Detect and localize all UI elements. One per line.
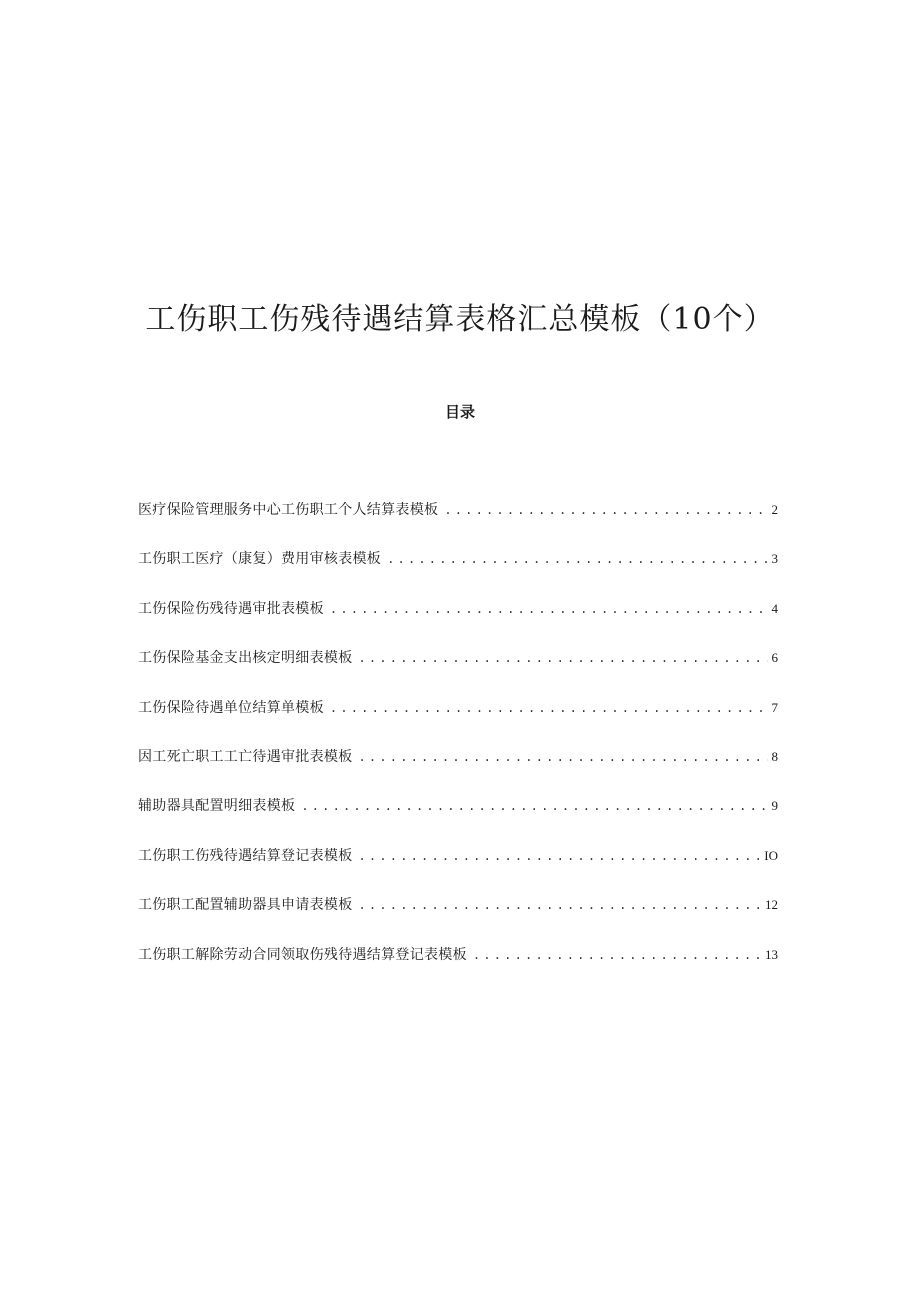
toc-entry[interactable] xyxy=(138,498,778,547)
toc-entry[interactable] xyxy=(138,794,778,843)
toc-entry-page: 7 xyxy=(771,699,778,715)
toc-dot-leader xyxy=(359,844,761,868)
toc-entry-page: 3 xyxy=(771,551,778,567)
toc-entry-page: 9 xyxy=(771,798,778,814)
toc-entry-title: 工伤职工伤残待遇结算登记表模板 xyxy=(138,847,353,864)
toc-dot-leader xyxy=(330,696,768,720)
toc-entry-title: 工伤保险基金支出核定明细表模板 xyxy=(138,650,353,667)
toc-entry-title: 因工死亡职工工亡待遇审批表模板 xyxy=(138,748,353,765)
toc-entry-title: 工伤保险待遇单位结算单模板 xyxy=(138,699,324,716)
toc-dot-leader xyxy=(359,893,762,917)
toc-entry[interactable] xyxy=(138,844,778,893)
toc-heading: 目录 xyxy=(444,403,475,421)
toc-entry-page: 4 xyxy=(771,600,778,616)
toc-entry-page: IO xyxy=(764,847,778,863)
toc-dot-leader xyxy=(330,597,768,621)
toc-entry-page: 8 xyxy=(771,748,778,764)
toc-entry-page: 12 xyxy=(765,897,778,913)
toc-entry[interactable] xyxy=(138,893,778,942)
toc-dot-leader xyxy=(473,943,761,967)
toc-dot-leader xyxy=(301,794,767,818)
toc-entry-title: 辅助器具配置明细表模板 xyxy=(138,798,296,815)
toc-dot-leader xyxy=(359,745,768,769)
toc-dot-leader xyxy=(387,547,767,571)
toc-dot-leader xyxy=(444,498,767,522)
toc-entry[interactable] xyxy=(138,745,778,794)
toc-entry[interactable] xyxy=(138,943,778,992)
toc-entry-title: 工伤职工配置辅助器具申请表模板 xyxy=(138,897,353,914)
table-of-contents xyxy=(138,498,778,992)
toc-entry-page: 2 xyxy=(771,502,778,517)
toc-entry-page: 13 xyxy=(765,946,778,962)
toc-entry-title: 医疗保险管理服务中心工伤职工个人结算表模板 xyxy=(138,502,439,518)
toc-entry-page: 6 xyxy=(771,650,778,666)
toc-entry[interactable] xyxy=(138,547,778,596)
toc-entry-title: 工伤职工解除劳动合同领取伤残待遇结算登记表模板 xyxy=(138,946,467,963)
toc-entry[interactable] xyxy=(138,696,778,745)
toc-entry[interactable] xyxy=(138,646,778,695)
toc-entry-title: 工伤职工医疗（康复）费用审核表模板 xyxy=(138,551,382,568)
document-title: 工伤职工伤残待遇结算表格汇总模板（10个） xyxy=(145,302,775,337)
toc-entry[interactable] xyxy=(138,597,778,646)
toc-entry-title: 工伤保险伤残待遇审批表模板 xyxy=(138,600,324,617)
toc-dot-leader xyxy=(359,646,768,670)
